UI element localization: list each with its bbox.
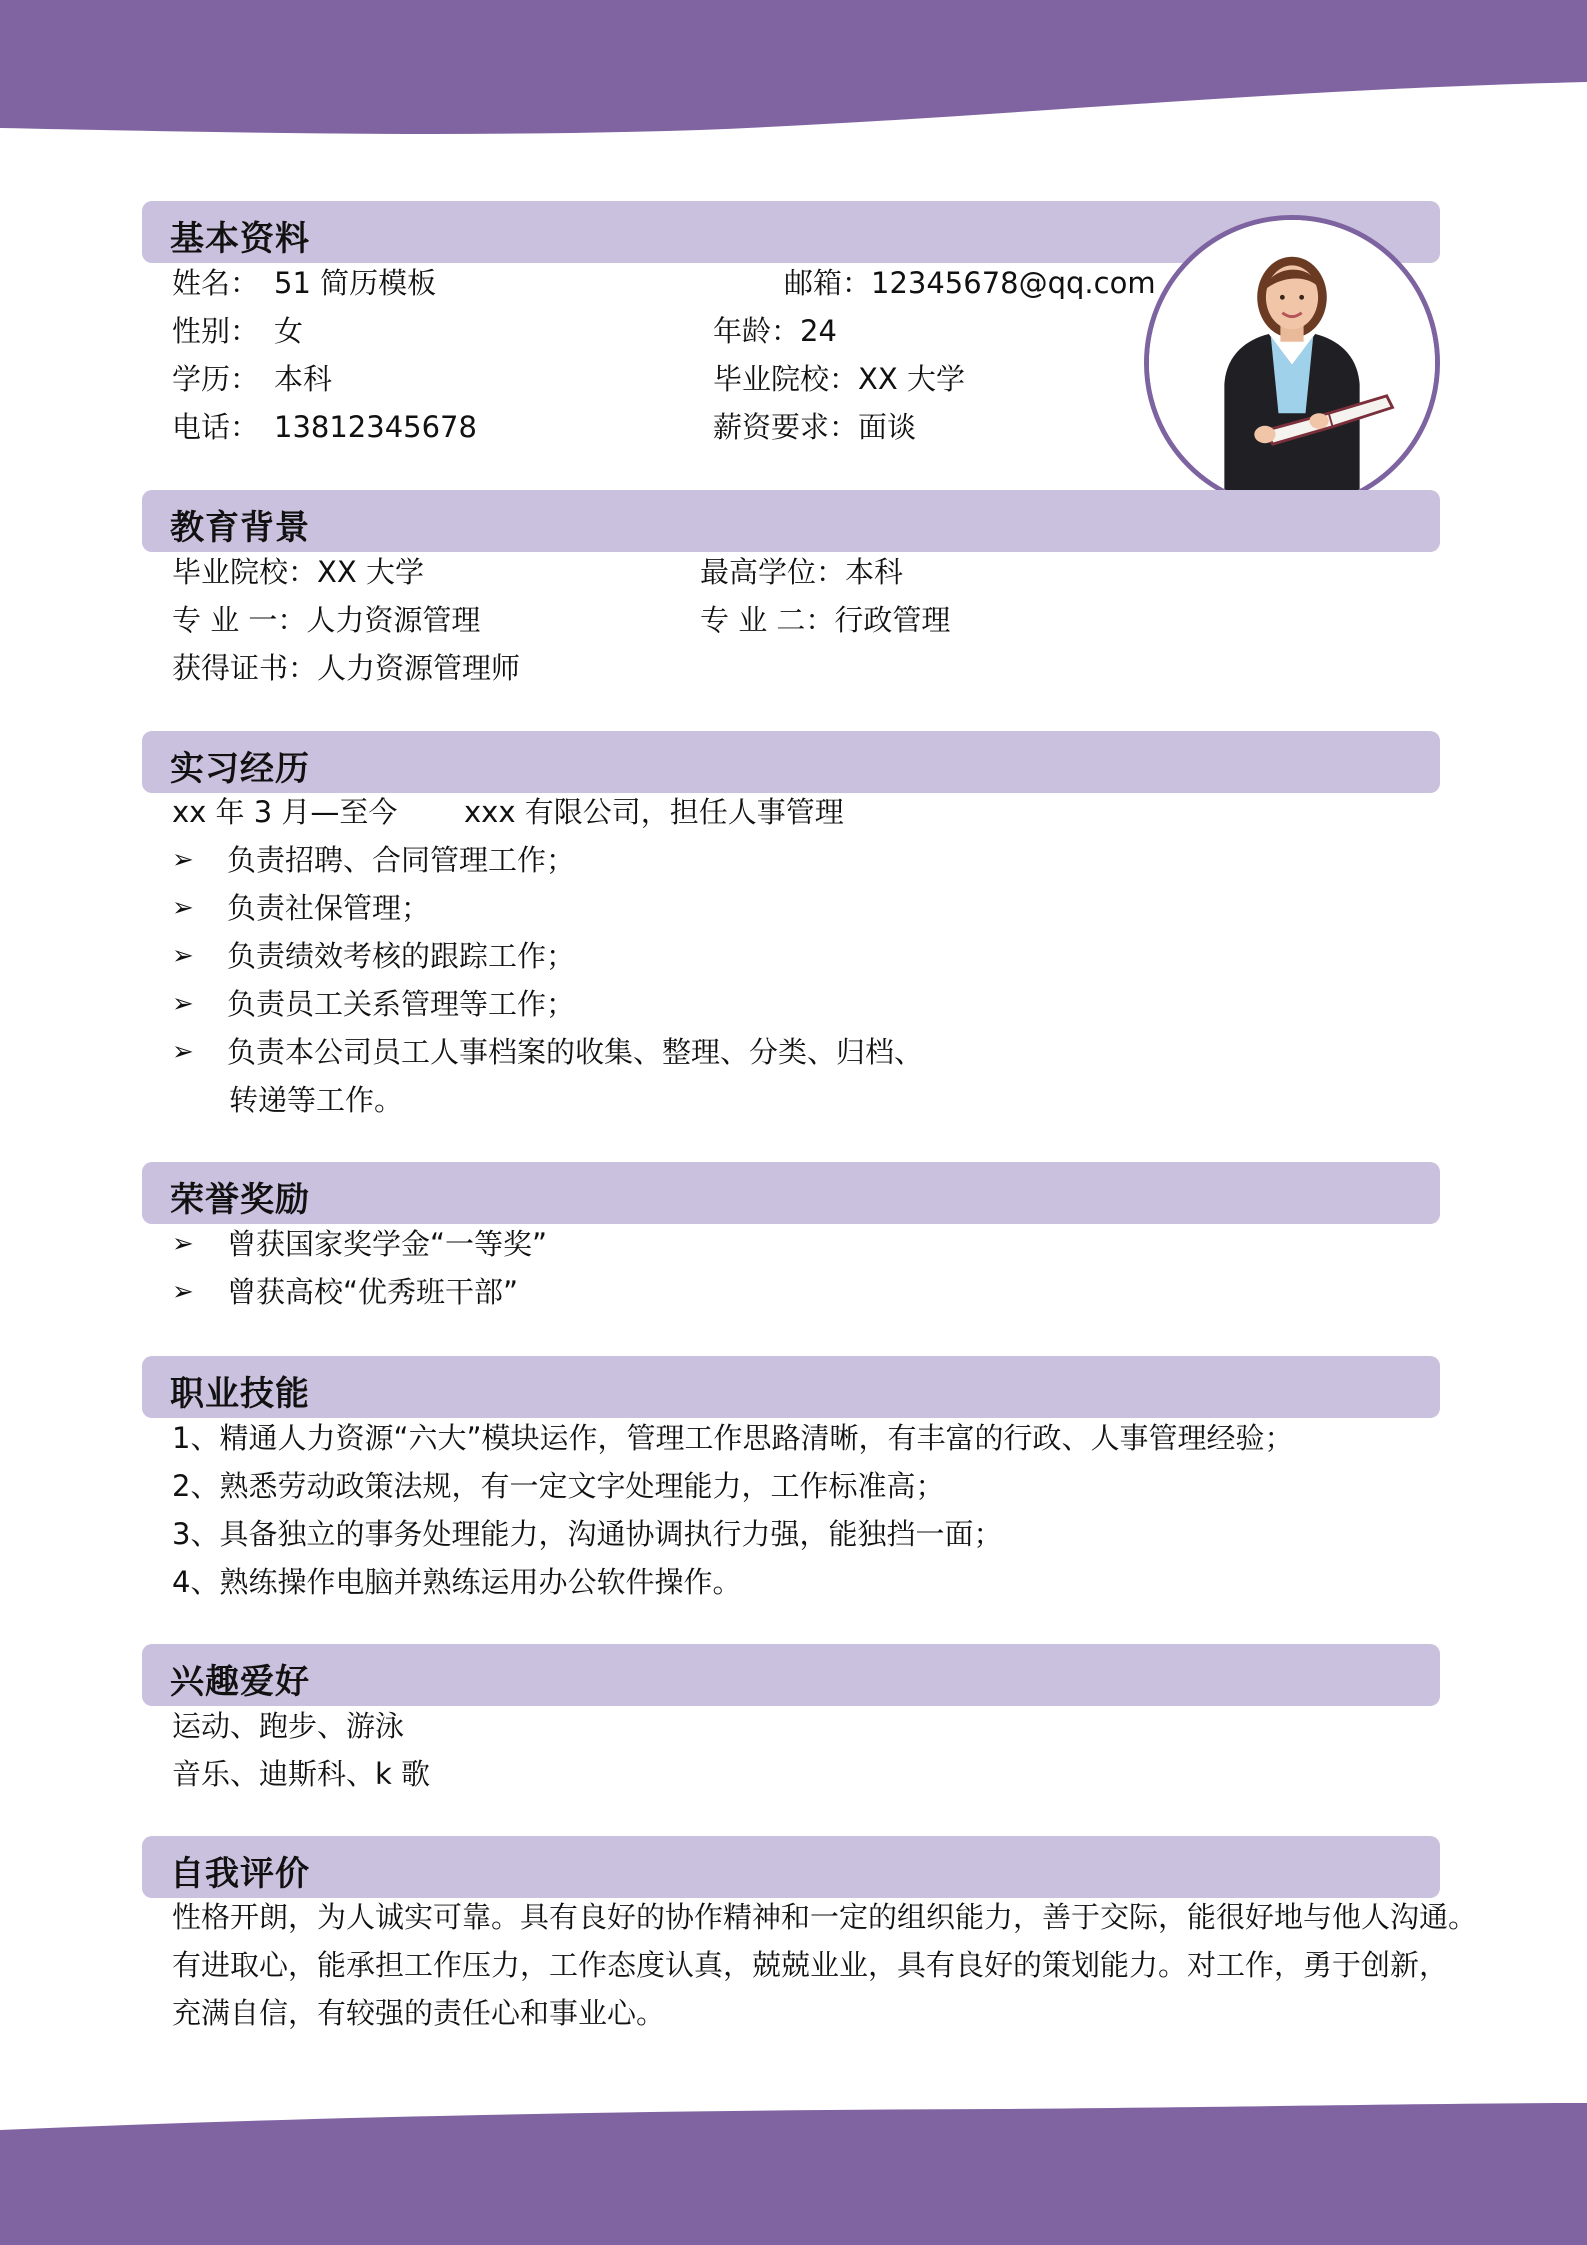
section-header-hobbies: [142, 1644, 1440, 1706]
internship-period: xx 年 3 月—至今: [172, 795, 398, 829]
bullet-icon: ➢: [172, 989, 194, 1019]
education-level-value: 本科: [274, 362, 333, 396]
list-item: 音乐、迪斯科、k 歌: [172, 1757, 431, 1791]
age-field: 年龄：24: [713, 314, 837, 348]
list-item-continuation: 转递等工作。: [229, 1083, 404, 1117]
list-item: 负责招聘、合同管理工作；: [227, 843, 576, 877]
section-title: 教育背景: [170, 508, 310, 548]
section-title: 荣誉奖励: [170, 1180, 310, 1220]
edu-major-1: 专 业 一：人力资源管理: [172, 603, 481, 637]
section-header-self-evaluation: [142, 1836, 1440, 1898]
bullet-icon: ➢: [172, 1277, 194, 1307]
self-eval-line: 有进取心，能承担工作压力，工作态度认真，兢兢业业，具有良好的策划能力。对工作，勇于创新，: [172, 1948, 1449, 1982]
section-title: 兴趣爱好: [170, 1662, 310, 1702]
bullet-icon: ➢: [172, 893, 194, 923]
profile-photo: [1144, 215, 1440, 511]
edu-school: 毕业院校：XX 大学: [172, 555, 424, 589]
section-header-honors: [142, 1162, 1440, 1224]
list-item: 负责员工关系管理等工作；: [227, 987, 576, 1021]
gender-value: 女: [274, 314, 304, 348]
section-header-education: [142, 490, 1440, 552]
list-item: 3、具备独立的事务处理能力，沟通协调执行力强，能独挡一面；: [172, 1517, 1003, 1551]
phone-label: 电话：: [172, 410, 260, 444]
self-eval-line: 充满自信，有较强的责任心和事业心。: [172, 1996, 666, 2030]
salary-field: 薪资要求：面谈: [713, 410, 917, 444]
email-field: 邮箱：12345678@qq.com: [784, 266, 1156, 300]
section-title: 职业技能: [170, 1374, 310, 1414]
list-item: 运动、跑步、游泳: [172, 1709, 405, 1743]
section-header-skills: [142, 1356, 1440, 1418]
bottom-wave-decoration: [0, 2095, 1587, 2245]
top-wave-decoration: [0, 0, 1587, 150]
section-title: 实习经历: [170, 749, 310, 789]
section-title: 自我评价: [170, 1854, 310, 1894]
list-item: 负责绩效考核的跟踪工作；: [227, 939, 576, 973]
name-value: 51 简历模板: [274, 266, 437, 300]
section-header-internship: [142, 731, 1440, 793]
bullet-icon: ➢: [172, 1037, 194, 1067]
education-level-label: 学历：: [172, 362, 260, 396]
list-item: 2、熟悉劳动政策法规，有一定文字处理能力，工作标准高；: [172, 1469, 945, 1503]
list-item: 4、熟练操作电脑并熟练运用办公软件操作。: [172, 1565, 742, 1599]
bullet-icon: ➢: [172, 941, 194, 971]
list-item: 负责本公司员工人事档案的收集、整理、分类、归档、: [227, 1035, 924, 1069]
avatar-illustration: [1149, 220, 1435, 506]
section-title: 基本资料: [170, 219, 310, 259]
bullet-icon: ➢: [172, 1229, 194, 1259]
edu-degree: 最高学位：本科: [700, 555, 904, 589]
edu-certificate: 获得证书：人力资源管理师: [172, 651, 521, 685]
list-item: 1、精通人力资源“六大”模块运作，管理工作思路清晰，有丰富的行政、人事管理经验；: [172, 1421, 1294, 1455]
internship-company: xxx 有限公司，担任人事管理: [464, 795, 844, 829]
list-item: 曾获国家奖学金“一等奖”: [227, 1227, 548, 1261]
edu-major-2: 专 业 二：行政管理: [700, 603, 951, 637]
bullet-icon: ➢: [172, 845, 194, 875]
school-field: 毕业院校：XX 大学: [713, 362, 965, 396]
list-item: 负责社保管理；: [227, 891, 431, 925]
gender-label: 性别：: [172, 314, 260, 348]
list-item: 曾获高校“优秀班干部”: [227, 1275, 519, 1309]
name-label: 姓名：: [172, 266, 260, 300]
self-eval-line: 性格开朗，为人诚实可靠。具有良好的协作精神和一定的组织能力，善于交际，能很好地与他人沟通。: [172, 1900, 1478, 1934]
phone-value: 13812345678: [274, 410, 477, 444]
